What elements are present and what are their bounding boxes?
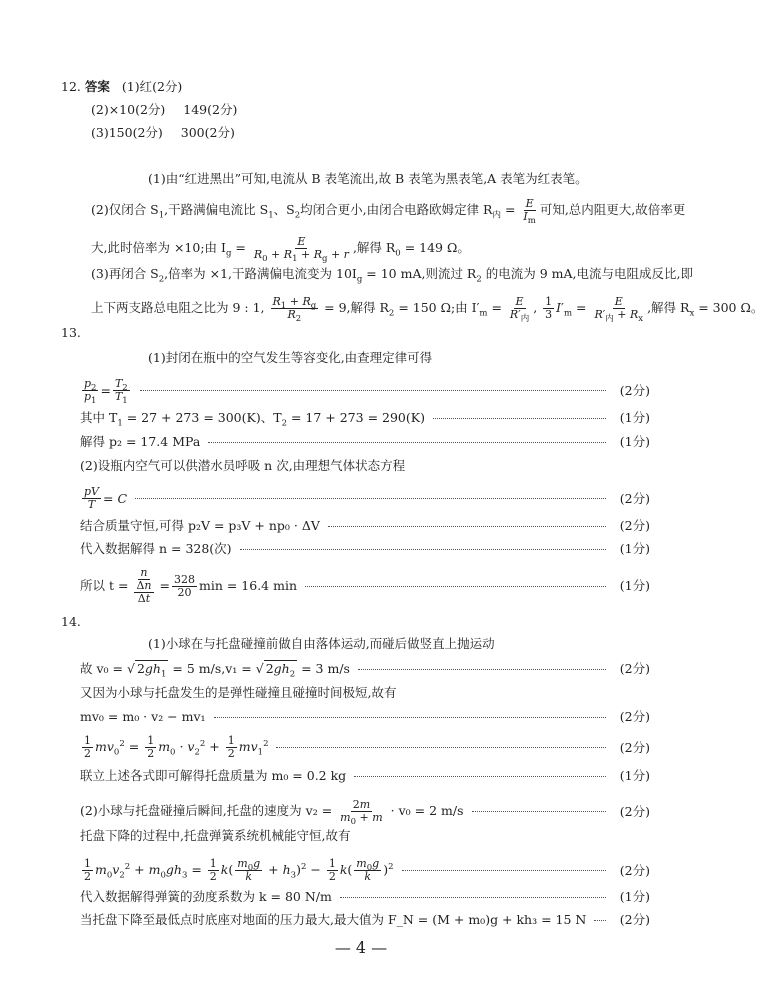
q14-line-8: $\frac{1}{2}$ $m_0v_2^2 + m_0gh_3$ = $\frac{1}{2}$ k( $\frac{m_0g}{k}$ + $h_3)^2$ − $\frac{1}{2}$ k( $\frac{m_0g}{k}$ )$^2$ (2分) — [84, 857, 650, 883]
q14-line-5: 联立上述各式即可解得托盘质量为 m₀ = 0.2 kg (1分) — [80, 768, 650, 783]
fraction: $\frac{1}{2}$ — [328, 857, 336, 883]
leader-dots — [305, 586, 606, 587]
leader-dots — [140, 390, 606, 391]
leader-dots — [433, 418, 606, 419]
fraction: $\frac{m_0g}{k}$ — [237, 857, 261, 883]
fraction: $\frac{pV}{T}$ — [84, 485, 99, 511]
q13-number: 13. — [61, 325, 81, 340]
page-number: — 4 — — [334, 938, 388, 957]
q14-line-6: (2)小球与托盘碰撞后瞬间,托盘的速度为 v₂ = $\frac{2m}{m_0 + m}$ · v₀ = 2 m/s (2分) — [80, 798, 650, 828]
q13-intro-2: (2)设瓶内空气可以供潜水员呼吸 n 次,由理想气体状态方程 — [80, 458, 406, 473]
q14-line-2: 又因为小球与托盘发生的是弹性碰撞且碰撞时间极短,故有 — [80, 685, 397, 700]
q12-explain-1: (1)由“红进黑出”可知,电流从 B 表笔流出,故 B 表笔为黑表笔,A 表笔为红表笔。 — [148, 171, 588, 186]
q12-answer-label: 答案 — [84, 79, 110, 94]
fraction: $\frac{328}{20}$ — [173, 572, 195, 599]
leader-dots — [472, 811, 606, 812]
q14-line-1: 故 v₀ = √ $2gh_1 = 5$ m/s,v₁ = √ $2gh_2 = 3$ m/s (2分) — [80, 661, 650, 680]
fraction: $\frac{n}{\frac{\Delta n}{\Delta t}}$ — [136, 566, 152, 605]
q14-line-9: 代入数据解得弹簧的劲度系数为 k = 80 N/m (1分) — [80, 889, 650, 904]
q12-explain-2-cont: 大,此时倍率为 ×10;由 $I_g$ = $\frac{E}{R_0 + R_1 + R_g + r}$ ,解得 $R_0 = 149$ Ω。 — [91, 235, 470, 265]
q12-answer-1: (1)红(2分) — [121, 79, 183, 94]
q12-explain-3: (3)再闭合 $S_2$,倍率为 ×1,干路满偏电流变为 $10I_g = 10$ mA,则流过 $R_2$ 的电流为 9 mA,电流与电阻成反比,即 — [91, 266, 693, 285]
q13-line-5: 结合质量守恒,可得 p₂V = p₃V + np₀ · ΔV (2分) — [80, 518, 650, 533]
leader-dots — [340, 897, 606, 898]
q14-line-10: 当托盘下降至最低点时底座对地面的压力最大,最大值为 F_N = (M + m₀)g + kh₃ = 15 N (2分) — [80, 912, 650, 927]
q14-line-3: mv₀ = m₀ · v₂ − mv₁ (2分) — [80, 709, 650, 724]
leader-dots — [328, 526, 606, 527]
fraction: $\frac{2m}{m_0 + m}$ — [340, 798, 383, 828]
q13-line-1: $\frac{p_2}{p_1}$ = $\frac{T_2}{T_1}$ (2分) — [84, 377, 650, 407]
fraction: $\frac{R_1 + R_g}{R_2}$ — [272, 295, 317, 325]
fraction: $\frac{E}{R_0 + R_1 + R_g + r}$ — [253, 235, 349, 265]
leader-dots — [214, 717, 606, 718]
leader-dots — [594, 920, 606, 921]
q12-explain-3-cont: 上下两支路总电阻之比为 9 : 1, $\frac{R_1 + R_g}{R_2}$ = 9,解得 $R_2 = 150$ Ω;由 $I'_m$ = $\frac{E}{R'_内}$ , $\frac{1}{3}$ $I'_m$ = $\frac{E}{R'_内 + R_x}$ ,解得 $R_x = 300$ Ω。 — [91, 295, 763, 325]
fraction: $\frac{1}{2}$ — [147, 734, 155, 760]
leader-dots — [135, 498, 606, 499]
leader-dots — [208, 442, 606, 443]
fraction: $\frac{1}{2}$ — [84, 734, 91, 760]
q12-number: 12. — [61, 79, 81, 94]
q14-number: 14. — [61, 614, 81, 629]
fraction: $\frac{T_2}{T_1}$ — [114, 377, 128, 407]
q14-line-4: $\frac{1}{2}$ $mv_0^2$ = $\frac{1}{2}$ $m_0 \cdot v_2^2$ + $\frac{1}{2}$ $mv_1^2$ (2分) — [84, 734, 650, 760]
fraction: $\frac{1}{2}$ — [227, 734, 235, 760]
leader-dots — [358, 669, 606, 670]
q12-explain-2: (2)仅闭合 $S_1$,干路满偏电流比 $S_1$、$S_2$均闭合更小,由闭合电路欧姆定律 $R_内$ = $\frac{E}{I_m}$ 可知,总内阻更大,故倍率更 — [91, 197, 686, 227]
fraction: $\frac{E}{R'_内 + R_x}$ — [594, 295, 644, 325]
fraction: $\frac{m_0g}{k}$ — [356, 857, 380, 883]
q12-answer-2: (2)×10(2分) 149(2分) — [91, 102, 238, 117]
q13-line-6: 代入数据解得 n = 328(次) (1分) — [80, 541, 650, 556]
q14-intro-1: (1)小球在与托盘碰撞前做自由落体运动,而碰后做竖直上抛运动 — [148, 636, 495, 651]
leader-dots — [354, 776, 606, 777]
q13-line-7: 所以 t = $\frac{n}{\frac{\Delta n}{\Delta t}}$ = $\frac{328}{20}$ min = 16.4 min (1分) — [80, 566, 650, 605]
q12-answer-line — [61, 79, 182, 95]
q12-answer-3: (3)150(2分) 300(2分) — [91, 125, 235, 140]
leader-dots — [240, 549, 606, 550]
fraction: $\frac{E}{I_m}$ — [523, 197, 536, 227]
q13-line-3: 解得 p₂ = 17.4 MPa (1分) — [80, 434, 650, 449]
fraction: $\frac{1}{2}$ — [209, 857, 217, 883]
fraction: $\frac{E}{R'_内}$ — [509, 295, 530, 325]
q13-line-4: $\frac{pV}{T}$ = C (2分) — [84, 485, 650, 511]
q13-intro-1: (1)封闭在瓶中的空气发生等容变化,由查理定律可得 — [148, 350, 433, 365]
fraction: $\frac{1}{3}$ — [545, 295, 553, 321]
q13-line-2: 其中 $T_1 = 27 + 273 = 300(K)$、$T_2 = 17 + 273 = 290(K)$ (1分) — [80, 410, 650, 429]
fraction: $\frac{p_2}{p_1}$ — [84, 377, 97, 407]
leader-dots — [276, 747, 606, 748]
q14-line-7: 托盘下降的过程中,托盘弹簧系统机械能守恒,故有 — [80, 828, 351, 843]
fraction: $\frac{1}{2}$ — [84, 857, 91, 883]
leader-dots — [402, 870, 607, 871]
